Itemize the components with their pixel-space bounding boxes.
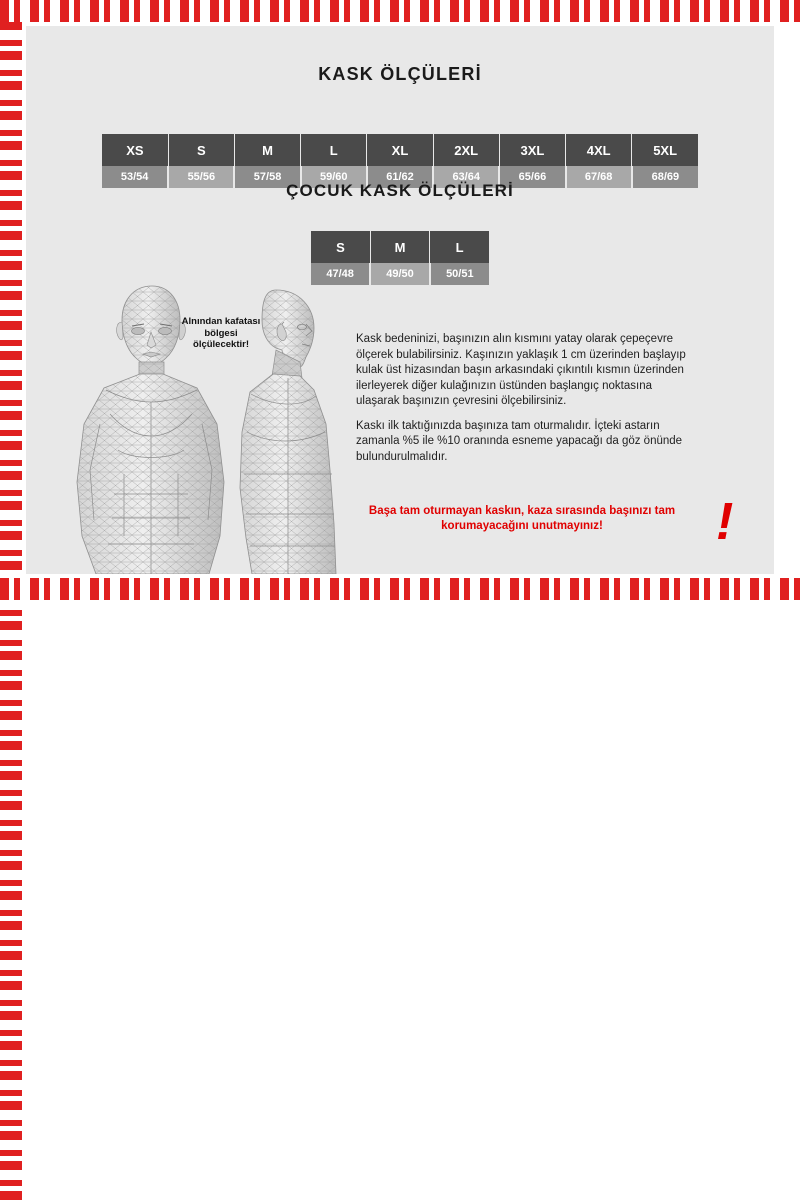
size-value-cell: 49/50 (370, 263, 429, 285)
instructions-paragraph-2: Kaskı ilk taktığınızda başınıza tam oturmalıdır. İçteki astarın zamanla %5 ile %10 oranında esneme yapacağı da göz önünde bulundurulmalıdır. (356, 419, 683, 463)
table-row-header (102, 134, 698, 166)
callout-line-3: ölçülecektir! (193, 339, 249, 350)
size-header-cell: 4XL (566, 134, 632, 166)
size-value-cell: 67/68 (566, 166, 632, 188)
size-header-cell: S (168, 134, 234, 166)
child-section-title: ÇOCUK KASK ÖLÇÜLERİ (286, 181, 514, 200)
size-value-cell: 55/56 (168, 166, 234, 188)
decorative-border-right (0, 600, 22, 1200)
size-header-cell: 3XL (499, 134, 565, 166)
page-title: KASK ÖLÇÜLERİ (318, 64, 482, 84)
size-header-cell: M (234, 134, 300, 166)
size-header-cell: S (311, 231, 370, 263)
callout-line-2: bölgesi (204, 327, 238, 339)
size-header-cell: L (430, 231, 489, 263)
decorative-border-bottom (0, 578, 800, 600)
size-header-cell: L (301, 134, 367, 166)
size-value-cell: 68/69 (632, 166, 698, 188)
size-value-cell: 57/58 (234, 166, 300, 188)
callout-line-1: Alnından kafatası (181, 316, 261, 327)
exclamation-icon: ! (716, 493, 734, 551)
adult-size-table (102, 134, 698, 188)
warning-line-2: korumayacağını unutmayınız! (441, 520, 603, 532)
instructions-paragraph-1: Kask bedeninizi, başınızın alın kısmını yatay olarak çepeçevre ölçerek bulabilirsiniz. Kaşınızın yaklaşık 1 cm üzerinden başlayıp kulak üst hizasından başın arkasındaki çıkıntılı kısmın üzerinden ilerleyerek diğer kulağınızın üstünden başlangıç noktasına ulaşarak başınızın çevresini ölçebilirsiniz. (356, 333, 686, 407)
size-value-cell: 65/66 (499, 166, 565, 188)
measurement-callout (166, 316, 276, 351)
size-value-cell: 63/64 (433, 166, 499, 188)
size-header-cell: 2XL (433, 134, 499, 166)
size-header-cell: XL (367, 134, 433, 166)
size-value-cell: 50/51 (430, 263, 489, 285)
size-header-cell: XS (102, 134, 168, 166)
size-header-cell: M (370, 231, 429, 263)
size-header-cell: 5XL (632, 134, 698, 166)
warning-line-1: Başa tam oturmayan kaskın, kaza sırasında başınızı tam (368, 505, 676, 517)
warning-text (346, 504, 698, 534)
size-value-cell: 59/60 (301, 166, 367, 188)
table-row-header (311, 231, 489, 263)
content-canvas (26, 26, 774, 574)
instructions-text (356, 332, 686, 465)
decorative-border-left (0, 0, 22, 600)
size-value-cell: 61/62 (367, 166, 433, 188)
size-value-cell: 53/54 (102, 166, 168, 188)
decorative-border-top (0, 0, 800, 22)
size-value-cell: 47/48 (311, 263, 370, 285)
